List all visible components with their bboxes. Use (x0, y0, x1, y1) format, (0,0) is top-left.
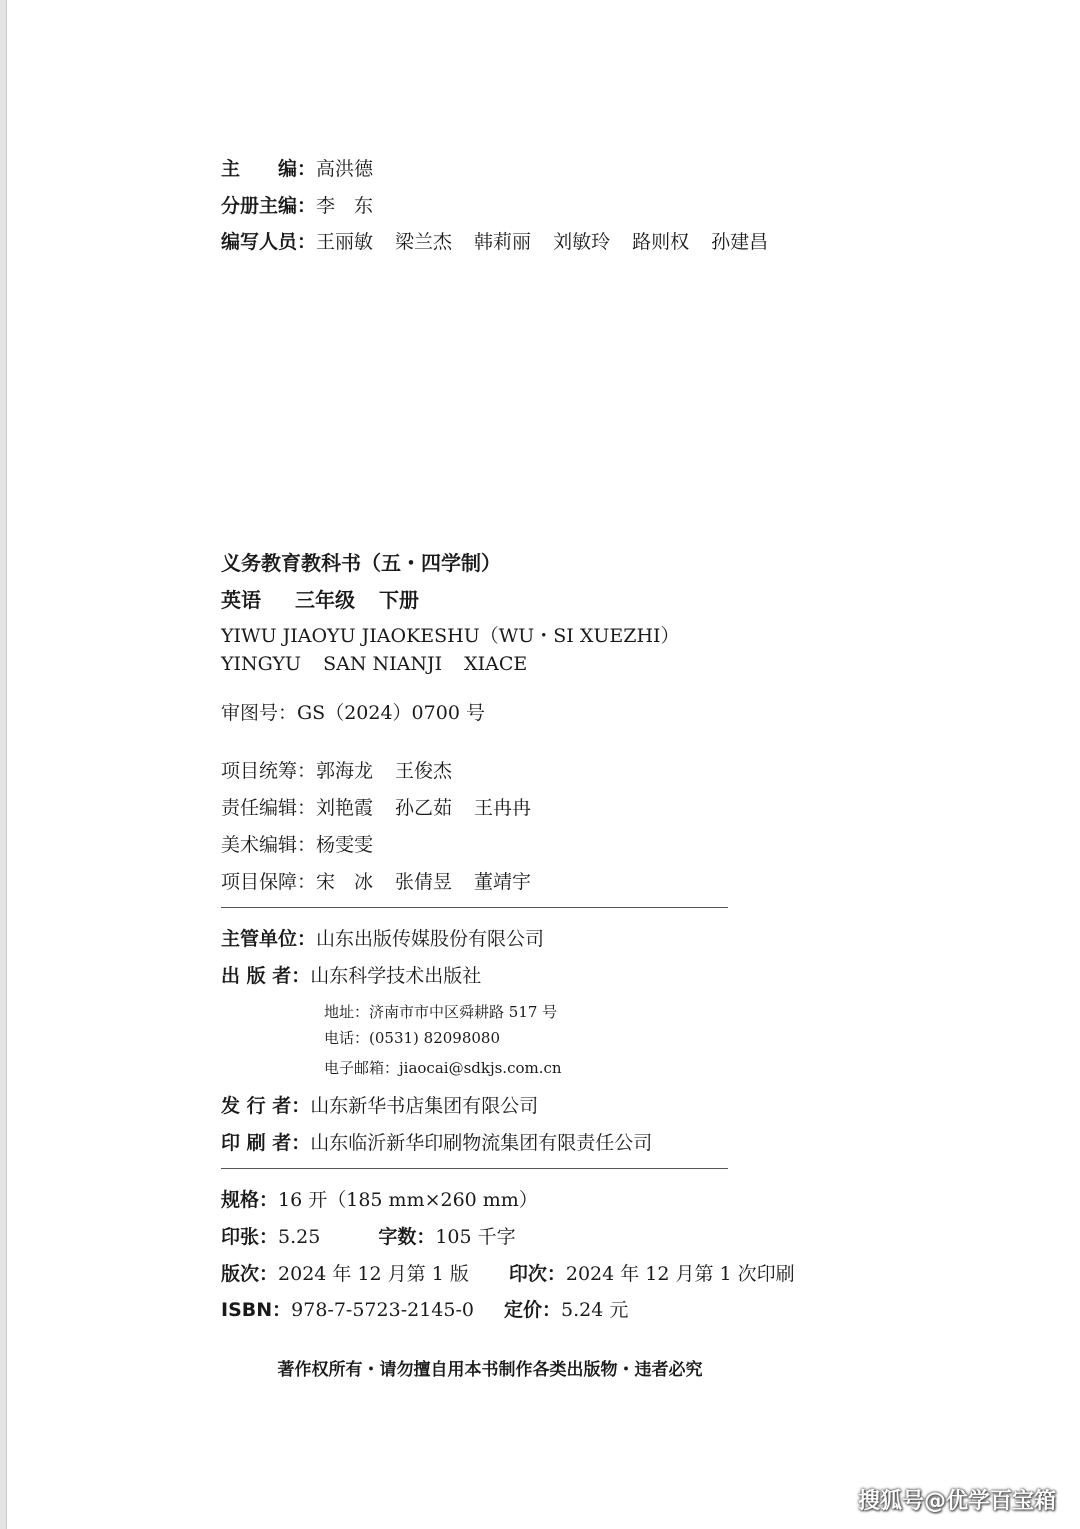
publisher-row (221, 964, 481, 988)
isbn-value: 978-7-5723-2145-0 (291, 1299, 474, 1321)
supervisor-label: 主管单位： (221, 928, 317, 950)
staff-name: 董靖宇 (474, 871, 532, 893)
grade-pinyin: SAN NIANJI (323, 653, 443, 675)
staff-label: 项目统筹： (221, 760, 317, 782)
chief-editor-row (221, 157, 373, 181)
writer-name: 路则权 (632, 231, 690, 253)
price-label: 定价： (503, 1299, 561, 1321)
words-value: 105 千字 (435, 1226, 516, 1248)
book-volume: 下册 (379, 588, 419, 612)
sheets-label: 印张： (221, 1226, 279, 1248)
printing-value: 2024 年 12 月第 1 次印刷 (565, 1263, 795, 1285)
map-review-number: 审图号：GS（2024）0700 号 (221, 702, 485, 724)
publisher-address: 地址：济南市市中区舜耕路 517 号 (324, 1003, 558, 1021)
writer-name: 梁兰杰 (395, 231, 453, 253)
staff-row-support (221, 870, 531, 894)
staff-name: 刘艳霞 (316, 797, 374, 819)
divider (221, 1168, 728, 1169)
volume-pinyin: XIACE (464, 653, 528, 675)
subject-pinyin: YINGYU (221, 653, 302, 675)
divider (221, 907, 728, 908)
series-pinyin: YIWU JIAOYU JIAOKESHU（WU・SI XUEZHI） (221, 625, 680, 647)
edition-row (221, 1262, 795, 1286)
staff-name: 张倩昱 (395, 871, 453, 893)
edition-value: 2024 年 12 月第 1 版 (278, 1263, 469, 1285)
volume-chief-editor-row (221, 194, 373, 218)
chief-editor-name: 高洪德 (316, 158, 374, 180)
price-value: 5.24 元 (561, 1299, 629, 1321)
publisher-email: 电子邮箱：jiaocai@sdkjs.com.cn (324, 1059, 562, 1077)
chief-editor-label: 主 编： (221, 158, 317, 180)
copyright-notice: 著作权所有・请勿擅自用本书制作各类出版物・违者必究 (277, 1360, 703, 1380)
words-label: 字数： (378, 1226, 436, 1248)
staff-name: 王俊杰 (395, 760, 453, 782)
supervisor-row (221, 927, 544, 951)
staff-row-coordination (221, 759, 452, 783)
distributor-name: 山东新华书店集团有限公司 (310, 1095, 539, 1117)
staff-name: 宋 冰 (316, 871, 374, 893)
staff-row-editors (221, 796, 531, 820)
book-subject: 英语 (221, 588, 261, 612)
supervisor-name: 山东出版传媒股份有限公司 (316, 928, 545, 950)
writer-name: 王丽敏 (316, 231, 374, 253)
writers-label: 编写人员： (221, 231, 317, 253)
publisher-label: 出 版 者： (221, 965, 311, 987)
staff-label: 责任编辑： (221, 797, 317, 819)
writer-name: 韩莉丽 (474, 231, 532, 253)
format-row (221, 1188, 538, 1212)
printer-label: 印 刷 者： (221, 1132, 311, 1154)
isbn-label: ISBN： (221, 1299, 292, 1321)
writer-name: 刘敏玲 (553, 231, 611, 253)
staff-label: 项目保障： (221, 871, 317, 893)
printer-name: 山东临沂新华印刷物流集团有限责任公司 (310, 1132, 653, 1154)
sheets-value: 5.25 (278, 1226, 321, 1248)
staff-name: 郭海龙 (316, 760, 374, 782)
volume-chief-editor-label: 分册主编： (221, 195, 317, 217)
distributor-row (221, 1094, 538, 1118)
format-label: 规格： (221, 1189, 279, 1211)
writers-row (221, 230, 768, 254)
printer-row (221, 1131, 652, 1155)
publisher-phone: 电话：(0531) 82098080 (324, 1029, 500, 1047)
distributor-label: 发 行 者： (221, 1095, 311, 1117)
watermark: 搜狐号@优学百宝箱 (857, 1489, 1056, 1514)
staff-row-art (221, 833, 373, 857)
edition-label: 版次： (221, 1263, 279, 1285)
series-title: 义务教育教科书（五・四学制） (221, 551, 501, 575)
sheets-words-row (221, 1225, 516, 1249)
staff-label: 美术编辑： (221, 834, 317, 856)
staff-name: 王冉冉 (474, 797, 532, 819)
staff-name: 杨雯雯 (316, 834, 374, 856)
book-subject-row (221, 588, 419, 612)
volume-chief-editor-name: 李 东 (316, 195, 374, 217)
staff-name: 孙乙茹 (395, 797, 453, 819)
book-grade: 三年级 (295, 588, 355, 612)
page-edge-line (6, 0, 7, 1529)
subject-pinyin-row (221, 652, 527, 676)
isbn-row (221, 1298, 628, 1322)
publisher-name: 山东科学技术出版社 (310, 965, 482, 987)
writer-name: 孙建昌 (711, 231, 769, 253)
printing-label: 印次： (508, 1263, 566, 1285)
format-value: 16 开（185 mm×260 mm） (278, 1189, 538, 1211)
